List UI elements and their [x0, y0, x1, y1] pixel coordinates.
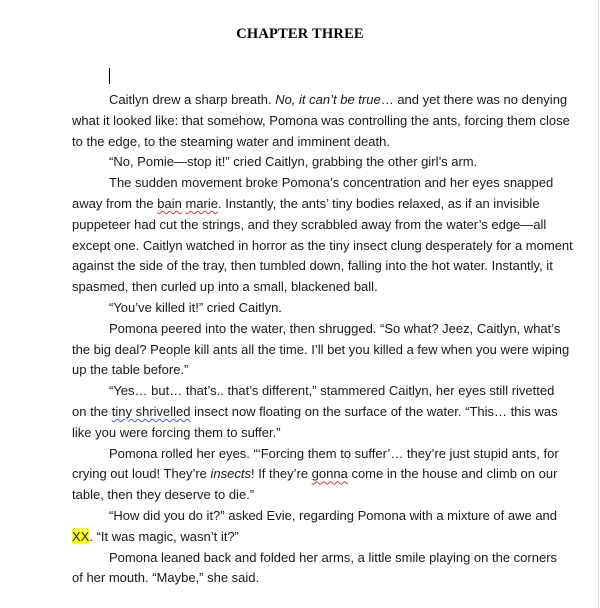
text-run: against the side of the tray, then tumbled down, falling into the hot water. Instantly, it: [72, 258, 553, 274]
text-run: “You’ve killed it!” cried Caitlyn.: [109, 300, 282, 315]
text-run: come in the house and climb on our: [347, 466, 558, 482]
text-line: [72, 549, 558, 566]
text-run: puppeteer had cut the strings, and they scrabbled away from the water’s edge—all: [72, 216, 547, 232]
spelling-error-text: marie: [185, 196, 218, 211]
text-run: insect now floating on the surface of the water. “This… this was: [190, 404, 558, 419]
text-run: of her mouth. “Maybe,” she said.: [72, 570, 260, 586]
text-line: [72, 320, 561, 337]
text-run: up the table before.”: [72, 362, 189, 378]
text-line: [72, 486, 528, 503]
text-run: what it looked like: that somehow, Pomona was controlling the ants, forcing them close: [72, 112, 570, 128]
text-run: Pomona peered into the water, then shrugged. “So what? Jeez, Caitlyn, what’s: [109, 320, 561, 336]
text-line: [72, 133, 528, 150]
spelling-error-text: bain: [157, 196, 182, 211]
text-line: [72, 237, 573, 254]
text-line: [72, 278, 528, 295]
text-run: The sudden movement broke Pomona’s concentration and her eyes snapped: [109, 175, 554, 191]
text-line: [72, 174, 554, 191]
text-line: [72, 153, 528, 170]
text-run: “How did you do it?” asked Evie, regarding Pomona with a mixture of awe and: [109, 508, 558, 523]
highlighted-text: XX: [72, 528, 90, 544]
italic-text: insects: [210, 466, 251, 482]
text-line: [72, 424, 528, 441]
text-line: [72, 257, 553, 274]
text-cursor: [109, 68, 110, 84]
grammar-suggestion-text: tiny shrivelled: [111, 404, 191, 419]
text-run: to the edge, to the steaming water and imminent death.: [72, 133, 390, 149]
text-run: Pomona rolled her eyes. “‘Forcing them to suffer’… they’re just stupid ants, for: [109, 445, 559, 461]
text-run: “Yes… but… that’s.. that’s different,” stammered Caitlyn, her eyes still rivetted: [109, 383, 555, 399]
text-run: like you were forcing them to suffer.”: [72, 424, 281, 440]
text-run: table, then they deserve to die.”: [72, 487, 255, 503]
page-edge: [598, 0, 599, 608]
text-line: [72, 382, 555, 399]
text-line: [72, 569, 528, 586]
text-line: [72, 465, 558, 482]
text-line: [72, 341, 570, 358]
text-run: . “It was magic, wasn’t it?”: [89, 528, 239, 544]
text-run: away from the: [72, 196, 158, 211]
text-run: the big deal? People kill ants all the time. I’ll bet you killed a few when you were wiping: [72, 341, 570, 357]
text-run: Pomona leaned back and folded her arms, a little smile playing on the corners: [109, 549, 558, 565]
text-run: crying out loud! They’re: [72, 466, 211, 482]
text-line: [72, 299, 528, 316]
text-run: except one. Caitlyn watched in horror as the tiny insect clung desperately for a moment: [72, 237, 573, 253]
text-run: “No, Pomie—stop it!” cried Caitlyn, grabbing the other girl’s arm.: [109, 154, 478, 170]
text-line: [72, 507, 558, 524]
text-line: [72, 528, 528, 545]
text-run: spasmed, then curled up into a small, blackened ball.: [72, 279, 378, 295]
text-line: [72, 216, 547, 233]
spelling-error-text: gonna: [311, 466, 348, 482]
italic-text: No, it can’t be true: [275, 92, 381, 107]
text-run: ! If they’re: [250, 466, 312, 482]
text-line: [72, 91, 568, 108]
text-run: on the: [72, 404, 112, 419]
text-run: Caitlyn drew a sharp breath.: [109, 92, 276, 107]
text-run: . Instantly, the ants’ tiny bodies relaxed, as if an invisible: [217, 196, 540, 211]
chapter-title: CHAPTER THREE: [236, 26, 364, 42]
text-line: [72, 361, 528, 378]
text-run: … and yet there was no denying: [380, 92, 568, 107]
text-line: [72, 195, 540, 212]
text-line: [72, 403, 558, 420]
text-line: [72, 445, 559, 462]
text-line: [72, 112, 570, 129]
